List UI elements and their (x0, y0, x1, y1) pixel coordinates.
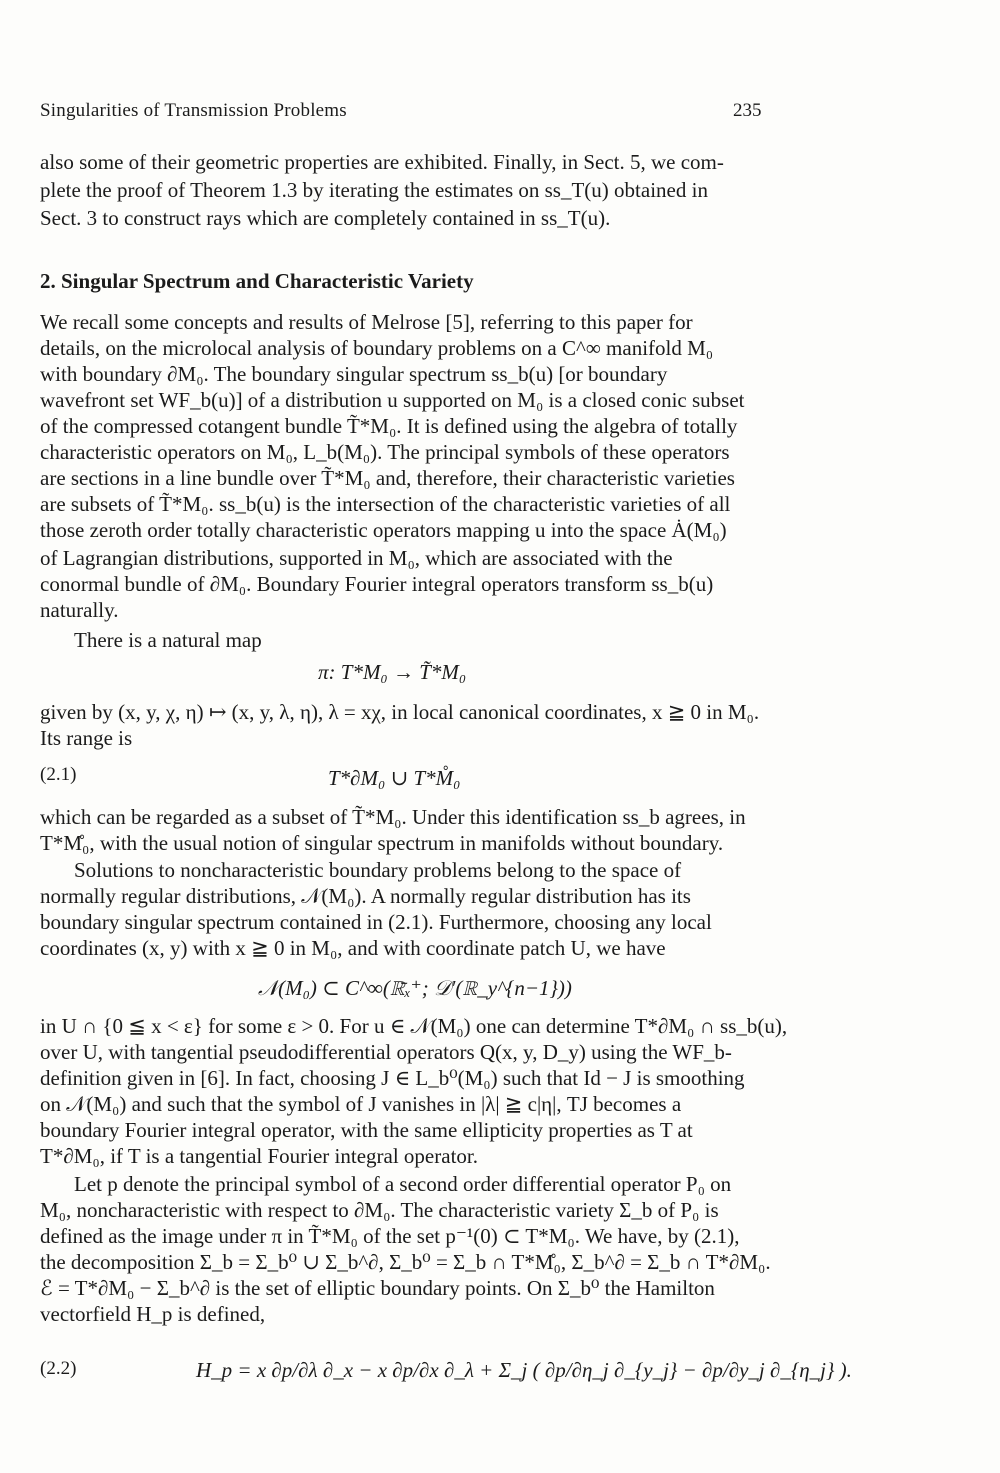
section-heading: 2. Singular Spectrum and Characteristic Variety (40, 269, 474, 293)
text-line: given by (x, y, χ, η) ↦ (x, y, λ, η), λ = xχ, in local canonical coordinates, x ≧ 0 in M₀. (40, 700, 760, 724)
text-line: on 𝒩(M₀) and such that the symbol of J vanishes in |λ| ≧ c|η|, TJ becomes a (40, 1092, 682, 1116)
text-line: are sections in a line bundle over T̃*M₀ and, therefore, their characteristic varieties (40, 466, 735, 490)
equation-map: π: T*M₀ → T̃*M₀ (318, 660, 467, 684)
text-line: characteristic operators on M₀, L_b(M₀). The principal symbols of these operators (40, 440, 730, 464)
text-line: Sect. 3 to construct rays which are completely contained in ss_T(u). (40, 206, 611, 230)
text-line: also some of their geometric properties are exhibited. Finally, in Sect. 5, we com- (40, 150, 724, 174)
text-line: wavefront set WF_b(u)] of a distribution u supported on M₀ is a closed conic subset (40, 388, 745, 412)
text-line: normally regular distributions, 𝒩(M₀). A normally regular distribution has its (40, 884, 691, 908)
text-line: the decomposition Σ_b = Σ_b⁰ ∪ Σ_b^∂, Σ_b⁰ = Σ_b ∩ T*M̊₀, Σ_b^∂ = Σ_b ∩ T*∂M₀. (40, 1250, 771, 1274)
text-line: Let p denote the principal symbol of a second order differential operator P₀ on (74, 1172, 732, 1196)
equation-number: (2.2) (40, 1358, 77, 1379)
text-line: We recall some concepts and results of Melrose [5], referring to this paper for (40, 310, 693, 334)
text-line: ℰ = T*∂M₀ − Σ_b^∂ is the set of elliptic boundary points. On Σ_b⁰ the Hamilton (40, 1276, 715, 1300)
text-line: Solutions to noncharacteristic boundary problems belong to the space of (74, 858, 682, 882)
text-line: conormal bundle of ∂M₀. Boundary Fourier integral operators transform ss_b(u) (40, 572, 714, 596)
text-line: in U ∩ {0 ≦ x < ε} for some ε > 0. For u ∈ 𝒩(M₀) one can determine T*∂M₀ ∩ ss_b(u), (40, 1014, 788, 1038)
text-line: definition given in [6]. In fact, choosing J ∈ L_b⁰(M₀) such that Id − J is smoothing (40, 1066, 745, 1090)
text-line: are subsets of T̃*M₀. ss_b(u) is the intersection of the characteristic varieties of all (40, 492, 731, 516)
equation-2-2: H_p = x ∂p/∂λ ∂_x − x ∂p/∂x ∂_λ + Σ_j ( ∂p/∂η_j ∂_{y_j} − ∂p/∂y_j ∂_{η_j} ). (196, 1358, 852, 1382)
text-line: naturally. (40, 598, 119, 622)
text-line: T*M̊₀, with the usual notion of singular spectrum in manifolds without boundary. (40, 831, 724, 855)
text-line: vectorfield H_p is defined, (40, 1302, 266, 1326)
text-line: of Lagrangian distributions, supported in M₀, which are associated with the (40, 546, 673, 570)
text-line: There is a natural map (74, 628, 262, 652)
text-line: with boundary ∂M₀. The boundary singular spectrum ss_b(u) [or boundary (40, 362, 668, 386)
equation-number: (2.1) (40, 764, 77, 785)
text-line: T*∂M₀, if T is a tangential Fourier integral operator. (40, 1144, 478, 1168)
running-title: Singularities of Transmission Problems (40, 100, 347, 121)
text-line: M₀, noncharacteristic with respect to ∂M₀. The characteristic variety Σ_b of P₀ is (40, 1198, 719, 1222)
equation-2-1: T*∂M₀ ∪ T*M̊₀ (328, 766, 461, 790)
text-line: Its range is (40, 726, 133, 750)
text-line: plete the proof of Theorem 1.3 by iterating the estimates on ss_T(u) obtained in (40, 178, 708, 202)
text-line: which can be regarded as a subset of T̃*M₀. Under this identification ss_b agrees, in (40, 805, 746, 829)
equation-normally-regular: 𝒩(M₀) ⊂ C^∞(ℝ̄ₓ⁺; 𝒟′(ℝ_y^{n−1})) (258, 976, 572, 1000)
page-number: 235 (733, 100, 762, 121)
text-line: coordinates (x, y) with x ≧ 0 in M₀, and with coordinate patch U, we have (40, 936, 666, 960)
text-line: over U, with tangential pseudodifferential operators Q(x, y, D_y) using the WF_b- (40, 1040, 732, 1064)
text-line: boundary Fourier integral operator, with the same ellipticity properties as T at (40, 1118, 693, 1142)
text-line: defined as the image under π in T̃*M₀ of the set p⁻¹(0) ⊂ T*M₀. We have, by (2.1), (40, 1224, 740, 1248)
text-line: those zeroth order totally characteristic operators mapping u into the space Ȧ(M₀) (40, 518, 727, 542)
text-line: details, on the microlocal analysis of boundary problems on a C^∞ manifold M₀ (40, 336, 714, 360)
text-line: of the compressed cotangent bundle T̃*M₀. It is defined using the algebra of totally (40, 414, 738, 438)
text-line: boundary singular spectrum contained in (2.1). Furthermore, choosing any local (40, 910, 712, 934)
